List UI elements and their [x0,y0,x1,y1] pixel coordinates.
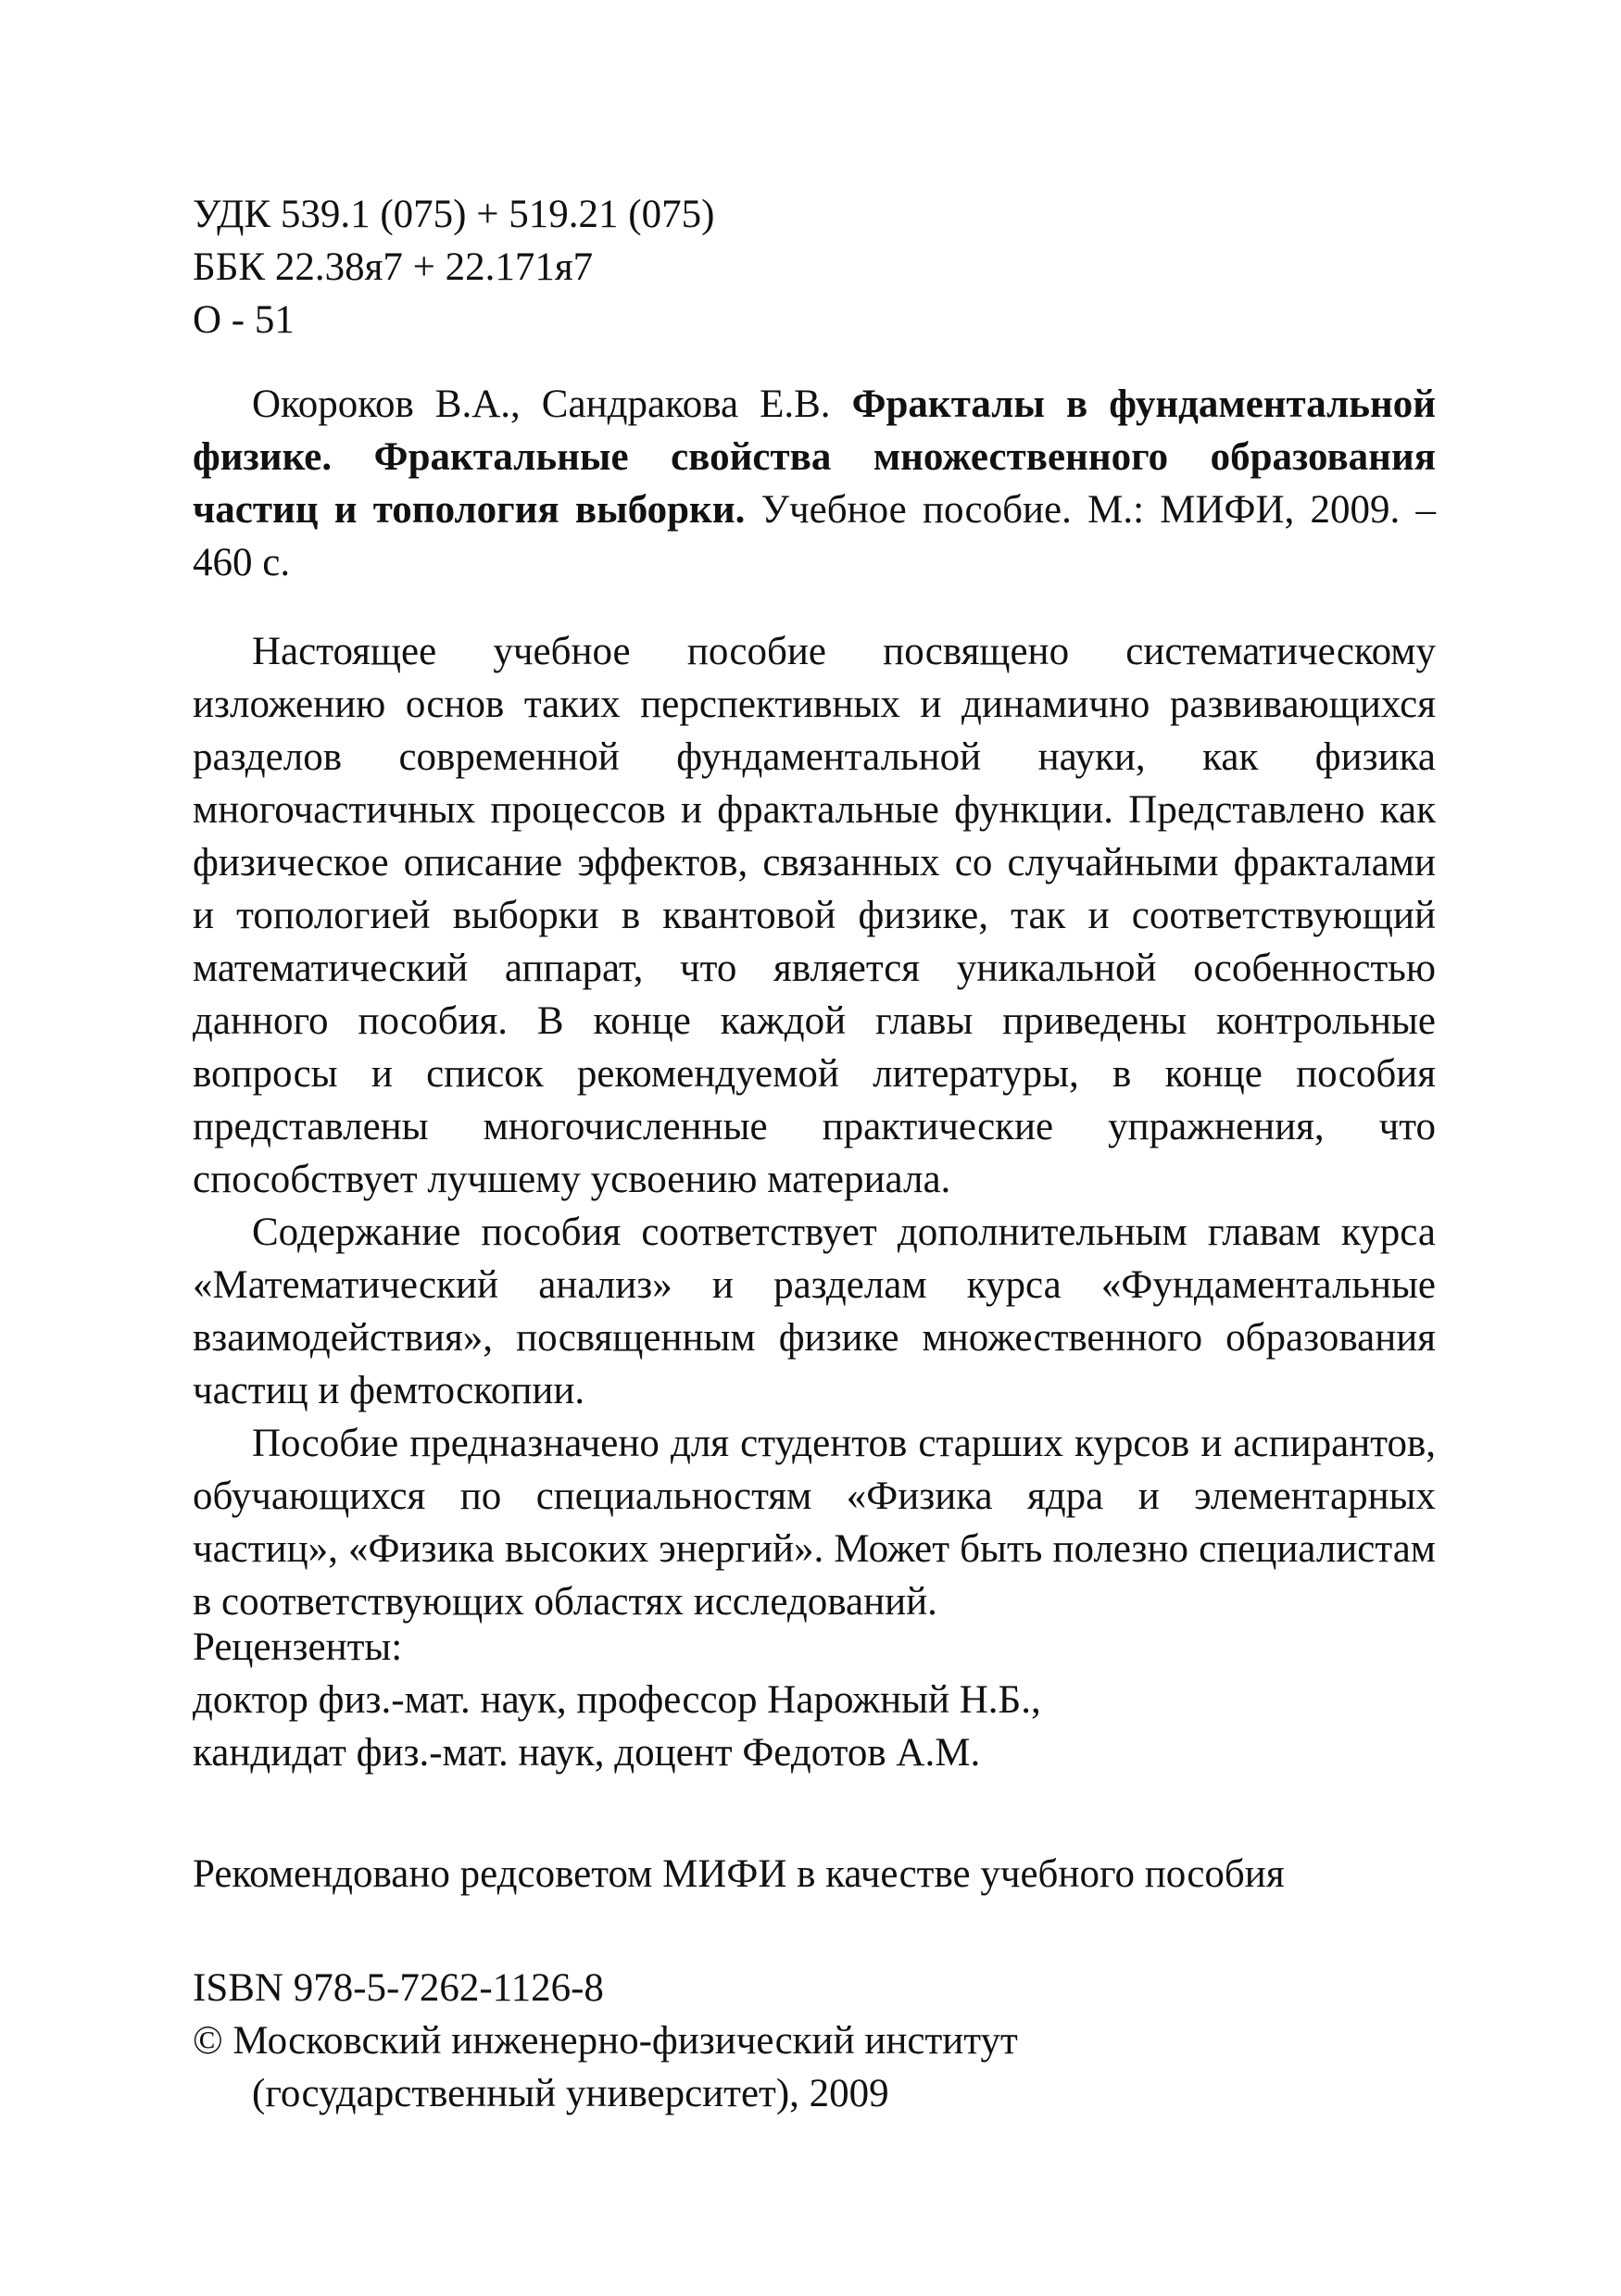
copyright-line: (государственный университет), 2009 [252,2072,889,2115]
imprint-block [193,1962,1436,2120]
reviewers-block [193,1621,1436,1779]
annotation [193,625,1436,1628]
classification-block [193,188,1436,346]
annotation-paragraph: Пособие предназначено для студентов старших курсов и аспирантов, обучающихся по специальностям «Физика ядра и элементарных частиц», «Физика высоких энергий». Может быть полезно специалистам в соответствующих областях исследований. [193,1422,1436,1624]
book-title: Фракталы в фундаментальной физике. Фрактальные свойства множественного образования частиц и топология выборки. [193,383,1436,532]
recommendation-text: Рекомендовано редсоветом МИФИ в качестве учебного пособия [193,1852,1285,1896]
reviewers-heading: Рецензенты: [193,1625,403,1669]
publication-details: Учебное пособие. М.: МИФИ, 2009. – 460 с. [193,488,1436,584]
reviewer-entry: доктор физ.-мат. наук, профессор Нарожный Н.Б., [193,1678,1041,1722]
author-mark: О - 51 [193,298,295,342]
copyright-line: © Московский инженерно-физический институт [193,2019,1018,2063]
annotation-paragraph: Настоящее учебное пособие посвящено систематическому изложению основ таких перспективных и динамично развивающихся разделов современной фундаментальной науки, как физика многочастичных процессов и фрактальные функции. Представлено как физическое описание эффектов, связанных со случайными фракталами и топологией выборки в квантовой физике, так и соответствующий математический аппарат, что является уникальной особенностью данного пособия. В конце каждой главы приведены контрольные вопросы и список рекомендуемой литературы, в конце пособия представлены многочисленные практические упражнения, что способствует лучшему усвоению материала. [193,630,1436,1201]
reviewer-entry: кандидат физ.-мат. наук, доцент Федотов А.М. [193,1731,981,1775]
udk-code: УДК 539.1 (075) + 519.21 (075) [193,193,715,236]
book-authors: Окороков В.А., Сандракова Е.В. [252,383,852,426]
annotation-paragraph: Содержание пособия соответствует дополнительным главам курса «Математический анализ» и разделам курса «Фундаментальные взаимодействия», посвященным физике множественного образования частиц и фемтоскопии. [193,1211,1436,1412]
recommendation-note [193,1848,1436,1901]
bibliographic-record [193,378,1436,589]
isbn: ISBN 978-5-7262-1126-8 [193,1966,604,2010]
bbk-code: ББК 22.38я7 + 22.171я7 [193,245,594,289]
